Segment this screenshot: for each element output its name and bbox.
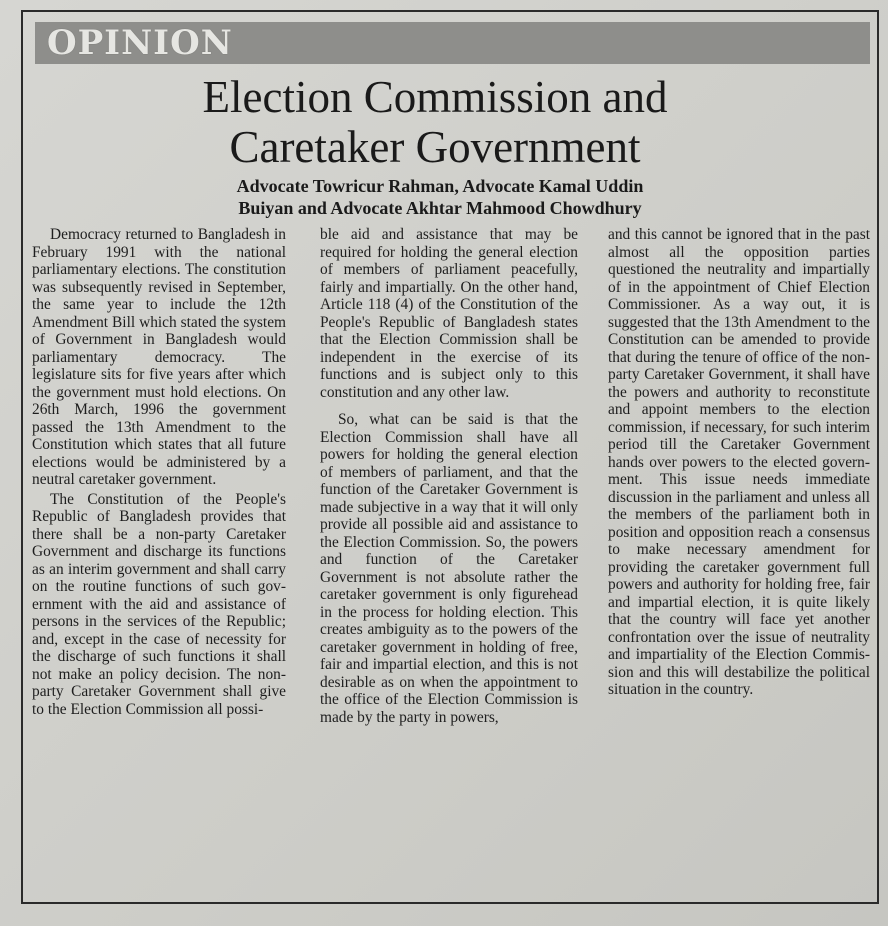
- headline-line-2: Caretaker Government: [229, 122, 641, 172]
- article-column-2: [320, 226, 578, 726]
- section-label: OPINION: [47, 23, 233, 63]
- byline-line-1: Advocate Towricur Rahman, Advocate Kamal Uddin: [236, 176, 644, 196]
- article-byline: [160, 175, 720, 219]
- column-1-paragraph-1: Democracy returned to Bangladesh in February 1991 with the national parliamentary elections. The constitution was subsequently revised in September, the same year to include the 12th Amendment Bill which stated the system of Government in Bangladesh would parliamentary democracy. The legislature sits for five years after which the government must hold elections. On 26th March, 1996 the government passed the 13th Amendment to the Constitution which states that all future elections would be administered by a neutral caretaker government.: [32, 226, 286, 488]
- article-headline: [60, 72, 810, 172]
- column-2-paragraph-1: ble aid and assistance that may be required for holding the general election of members of parliament peacefully, fairly and impartially. On the other hand, Article 118 (4) of the Constitution of the People's Republic of Bangladesh states that the Election Commission shall be independent in the exercise of its functions and is subject only to this constitution and any other law.: [320, 226, 578, 401]
- column-1-paragraph-2: The Constitution of the People's Republic of Bangladesh provides that there shall be a non-party Caretaker Government and discharge its functions as an interim government and shall carry on the routine functions of such government with the aid and assistance of persons in the services of the Republic; and, except in the case of necessity for the discharge of such functions it shall not make an policy decision. The non-party Caretaker Government shall give to the Election Commission all possi-: [32, 490, 286, 718]
- column-2-paragraph-2: So, what can be said is that the Election Commission shall have all powers for holding the general election of members of parliament, and that the function of the Caretaker Government is made subjective in a way that it will only provide all possible aid and assistance to the Election Commission. So, the powers and function of the Caretaker Government is not absolute rather the caretaker government is only figurehead in the process for holding election. This creates ambiguity as to the powers of the caretaker government in holding of free, fair and impartial election, and this is not desirable as on when the appointment to the office of the Election Commission is made by the party in powers,: [320, 411, 578, 726]
- column-3-paragraph-1: and this cannot be ignored that in the past almost all the opposition parties questioned the neutrality and impartially of in the appointment of Chief Election Commissioner. As a way out, it is suggested that the 13th Amendment to the Constitution can be amended to provide that during the tenure of office of the non-party Caretaker Government, it shall have the powers and authority to reconstitute and appoint members to the election commission, if necessary, for such interim period till the Caretaker Government hands over powers to the elected government. This issue needs immediate discussion in the parliament and unless all the members of the parliament both in position and opposition reach a consensus to make necessary amendment for providing the caretaker government full powers and authority for holding free, fair and impartial election, it is quite likely that the country will face yet another confrontation over the issue of neutrality and impartiality of the Election Commission and this will destabilize the political situation in the country.: [608, 226, 870, 698]
- article-column-1: [32, 226, 286, 718]
- byline-line-2: Buiyan and Advocate Akhtar Mahmood Chowdhury: [238, 198, 642, 218]
- section-banner: [35, 22, 870, 64]
- article-column-3: [608, 226, 870, 699]
- headline-line-1: Election Commission and: [202, 72, 668, 122]
